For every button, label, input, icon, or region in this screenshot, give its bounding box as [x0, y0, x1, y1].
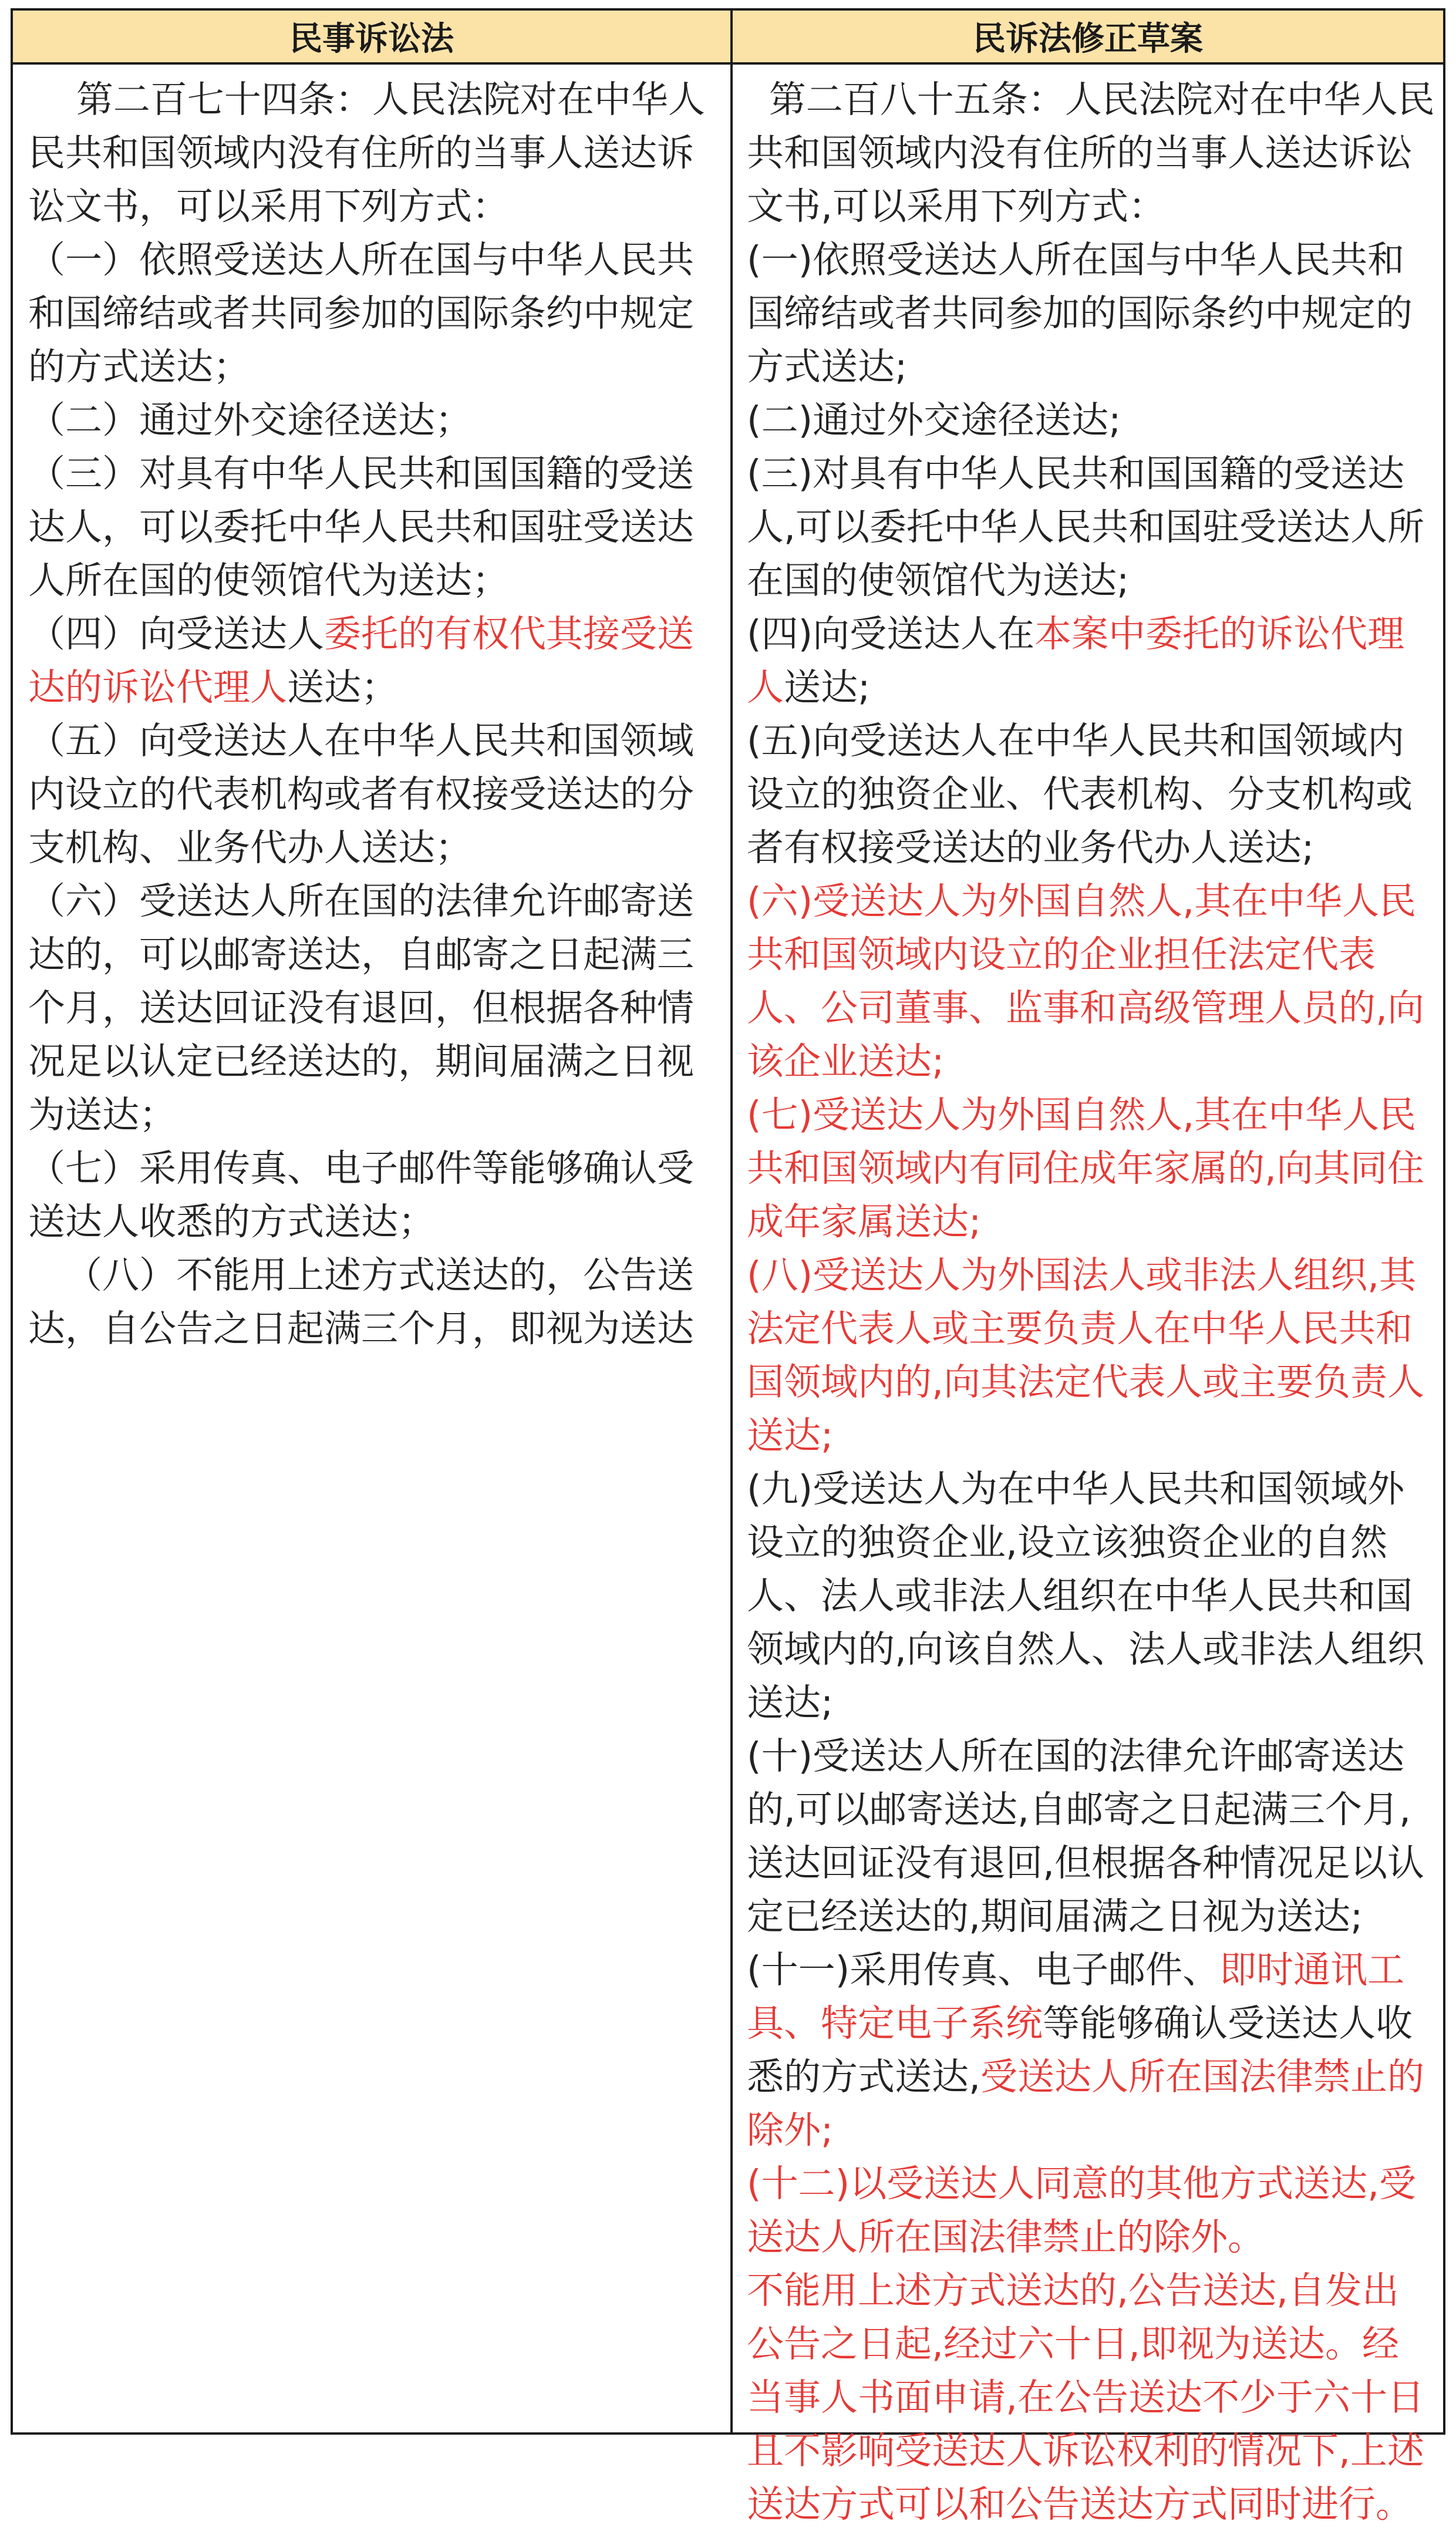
right-item-4-highlight: 本案中委托的诉讼代理人	[747, 612, 1405, 709]
right-item-4	[747, 607, 1435, 714]
right-item-10: (十)受送达人所在国的法律允许邮寄送达的,可以邮寄送达,自邮寄之日起满三个月,送达回证没有退回,但根据各种情况足以认定已经送达的,期间届满之日视为送达;	[747, 1735, 1425, 1938]
right-item-6: (六)受送达人为外国自然人,其在中华人民共和国领域内设立的企业担任法定代表人、公司董事、监事和高级管理人员的,向该企业送达;	[747, 880, 1425, 1083]
right-item-1: (一)依照受送达人所在国与中华人民共和国缔结或者共同参加的国际条约中规定的方式送达;	[747, 238, 1413, 388]
left-item-4-highlight: 委托的有权代其接受送达的诉讼代理人	[28, 612, 694, 709]
right-item-9: (九)受送达人为在中华人民共和国领域外设立的独资企业,设立该独资企业的自然人、法人或非法人组织在中华人民共和国领域内的,向该自然人、法人或非法人组织送达;	[747, 1468, 1425, 1724]
right-item-11-highlight-2: 受送达人所在国法律禁止的除外;	[747, 2055, 1425, 2152]
right-item-3: (三)对具有中华人民共和国国籍的受送达人,可以委托中华人民共和国驻受送达人所在国的使领馆代为送达;	[747, 452, 1425, 602]
left-column-text	[13, 65, 733, 2432]
right-item-11-mid: 等能够确认受送达人收悉的方式送达,	[747, 2002, 1413, 2098]
right-item-11-text: (十一)采用传真、电子邮件、	[747, 1948, 1220, 1991]
right-column-text	[733, 65, 1443, 2526]
right-item-4-end: 送达;	[784, 666, 871, 709]
right-item-4-text: (四)向受送达人在	[747, 612, 1035, 655]
right-item-7: (七)受送达人为外国自然人,其在中华人民共和国领域内有同住成年家属的,向其同住成年家属送达;	[747, 1093, 1425, 1243]
right-closing-paragraph: 不能用上述方式送达的,公告送达,自发出公告之日起,经过六十日,即视为送达。经当事人书面申请,在公告送达不少于六十日且不影响受送达人诉讼权利的情况下,上述送达方式可以和公告送达方式同时进行。	[747, 2269, 1425, 2526]
right-item-11-highlight: 即时通讯工具、特定电子系统	[747, 1948, 1405, 2045]
right-item-8: (八)受送达人为外国法人或非法人组织,其法定代表人或主要负责人在中华人民共和国领域内的,向其法定代表人或主要负责人送达;	[747, 1254, 1425, 1457]
right-article-intro: 第二百八十五条：人民法院对在中华人民共和国领域内没有住所的当事人送达诉讼文书,可以采用下列方式：	[747, 78, 1435, 228]
left-item-2: （二）通过外交途径送达；	[28, 399, 472, 442]
right-item-5: (五)向受送达人在中华人民共和国领域内设立的独资企业、代表机构、分支机构或者有权接受送达的业务代办人送达;	[747, 719, 1413, 869]
left-item-3: （三）对具有中华人民共和国国籍的受送达人，可以委托中华人民共和国驻受送达人所在国的使领馆代为送达；	[28, 452, 694, 602]
left-item-4-end: 送达；	[287, 666, 398, 709]
left-item-6: （六）受送达人所在国的法律允许邮寄送达的，可以邮寄送达，自邮寄之日起满三个月，送达回证没有退回，但根据各种情况足以认定已经送达的，期间届满之日视为送达；	[28, 880, 694, 1136]
left-item-4-text: （四）向受送达人	[28, 612, 324, 655]
right-item-12: (十二)以受送达人同意的其他方式送达,受送达人所在国法律禁止的除外。	[747, 2162, 1417, 2259]
header-amendment-draft: 民诉法修正草案	[733, 11, 1443, 65]
left-item-7: （七）采用传真、电子邮件等能够确认受送达人收悉的方式送达；	[28, 1147, 694, 1243]
comparison-table	[11, 8, 1445, 2526]
right-item-2: (二)通过外交途径送达;	[747, 399, 1121, 442]
right-item-11	[747, 1943, 1435, 2157]
left-article-intro: 第二百七十四条：人民法院对在中华人民共和国领域内没有住所的当事人送达诉讼文书，可以采用下列方式：	[28, 78, 705, 228]
header-civil-procedure-law: 民事诉讼法	[13, 11, 733, 65]
left-item-1: （一）依照受送达人所在国与中华人民共和国缔结或者共同参加的国际条约中规定的方式送达；	[28, 238, 694, 388]
left-item-8: （八）不能用上述方式送达的，公告送达，自公告之日起满三个月，即视为送达	[28, 1254, 694, 1350]
left-item-4	[28, 607, 720, 714]
left-item-5: （五）向受送达人在中华人民共和国领域内设立的代表机构或者有权接受送达的分支机构、业务代办人送达；	[28, 719, 694, 869]
